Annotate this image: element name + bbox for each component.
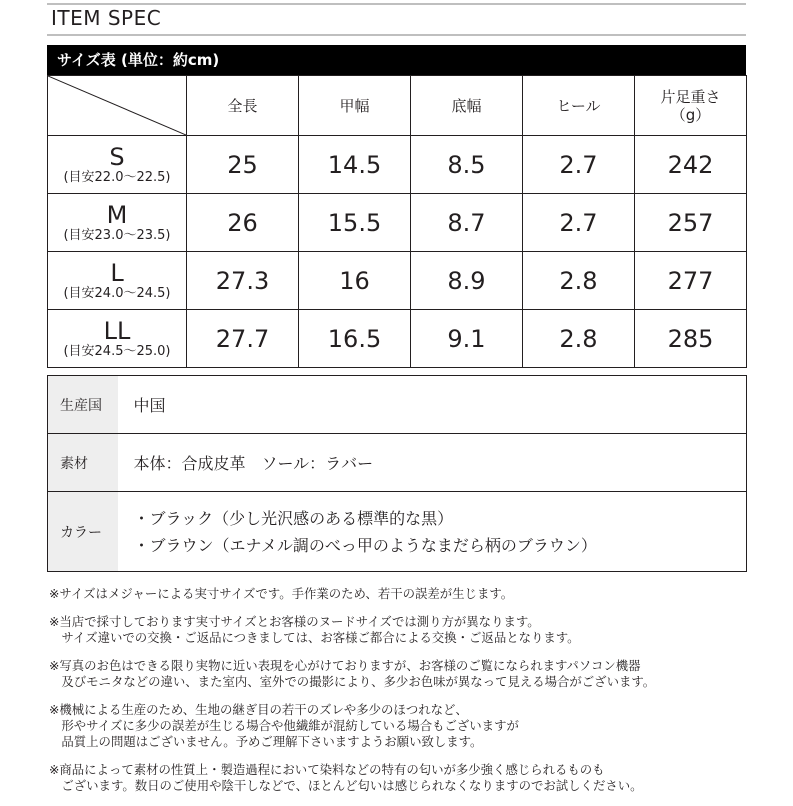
value-sole: 8.5 (411, 136, 523, 194)
origin-label: 生産国 (48, 376, 118, 434)
value-instep: 16 (299, 252, 411, 310)
color-values (118, 492, 747, 572)
header-weight-unit: （g） (670, 105, 711, 124)
size-cell (48, 194, 187, 252)
value-heel: 2.7 (523, 136, 635, 194)
top-rule (47, 3, 746, 5)
size-row-l (48, 252, 747, 310)
size-label: M (106, 200, 128, 229)
value-sole: 8.9 (411, 252, 523, 310)
size-guide: (目安24.0～24.5) (63, 285, 171, 301)
info-row-origin (48, 376, 747, 434)
size-label: L (110, 258, 124, 287)
color-option: ・ブラウン（エナメル調のべっ甲のようなまだら柄のブラウン） (133, 535, 597, 555)
header-weight-label: 片足重さ (660, 87, 721, 106)
info-row-material (48, 434, 747, 492)
value-weight: 277 (635, 252, 747, 310)
value-instep: 14.5 (299, 136, 411, 194)
value-sole: 8.7 (411, 194, 523, 252)
value-instep: 15.5 (299, 194, 411, 252)
note-line: ※商品によって素材の性質上・製造過程において染料などの特有の匂いが多少強く感じられるものも (49, 762, 605, 777)
material-value: 本体：合成皮革 ソール：ラバー (118, 434, 747, 492)
value-length: 25 (187, 136, 299, 194)
size-row-m (48, 194, 747, 252)
note-item (49, 762, 749, 794)
value-length: 27.7 (187, 310, 299, 368)
material-label: 素材 (48, 434, 118, 492)
value-length: 26 (187, 194, 299, 252)
value-heel: 2.7 (523, 194, 635, 252)
header-heel: ヒール (523, 76, 635, 136)
notes-section (49, 586, 749, 806)
size-label: LL (103, 316, 131, 345)
note-line: 及びモニタなどの違い、また室内、室外での撮影により、多少お色味が異なって見える場合がございます。 (49, 674, 656, 689)
size-guide: (目安24.5～25.0) (63, 343, 171, 359)
value-weight: 257 (635, 194, 747, 252)
note-line: 品質上の問題はございません。予めご理解下さいますようお願い致します。 (49, 734, 483, 749)
header-instep-width: 甲幅 (299, 76, 411, 136)
size-cell (48, 252, 187, 310)
origin-value: 中国 (118, 376, 747, 434)
product-info-table (47, 375, 747, 572)
info-row-color (48, 492, 747, 572)
size-row-s (48, 136, 747, 194)
bottom-rule (47, 34, 746, 36)
size-guide: (目安23.0～23.5) (63, 227, 171, 243)
note-line: ございます。数日のご使用や陰干しなどで、ほとんど匂いは感じられなくなりますのでお試しください。 (49, 778, 643, 793)
size-cell (48, 136, 187, 194)
value-sole: 9.1 (411, 310, 523, 368)
header-length: 全長 (187, 76, 299, 136)
note-line: ※機械による生産のため、生地の継ぎ目の若干のズレや多少のほつれなど、 (49, 702, 468, 717)
note-line: ※サイズはメジャーによる実寸サイズです。手作業のため、若干の誤差が生じます。 (49, 586, 514, 601)
size-table-caption: サイズ表 (単位：約cm) (47, 45, 746, 75)
value-length: 27.3 (187, 252, 299, 310)
note-item (49, 702, 749, 750)
size-row-ll (48, 310, 747, 368)
note-item (49, 614, 749, 646)
value-heel: 2.8 (523, 310, 635, 368)
note-line: ※写真のお色はできる限り実物に近い表現を心がけておりますが、お客様のご覧になられますパソコン機器 (49, 658, 641, 673)
note-item (49, 586, 749, 602)
value-weight: 242 (635, 136, 747, 194)
corner-diagonal-cell (48, 76, 187, 136)
size-table (47, 75, 747, 368)
value-instep: 16.5 (299, 310, 411, 368)
header-weight (635, 76, 747, 136)
note-item (49, 658, 749, 690)
note-line: ※当店で採寸しております実寸サイズとお客様のヌードサイズでは測り方が異なります。 (49, 614, 540, 629)
size-guide: (目安22.0～22.5) (63, 169, 171, 185)
size-cell (48, 310, 187, 368)
value-weight: 285 (635, 310, 747, 368)
color-option: ・ブラック（少し光沢感のある標準的な黒） (133, 508, 454, 528)
value-heel: 2.8 (523, 252, 635, 310)
note-line: サイズ違いでの交換・ご返品につきましては、お客様ご都合による交換・ご返品となります。 (49, 630, 580, 645)
size-label: S (109, 142, 125, 171)
section-title: ITEM SPEC (51, 6, 162, 30)
note-line: 形やサイズに多少の誤差が生じる場合や他繊維が混紡している場合もございますが (49, 718, 519, 733)
header-sole-width: 底幅 (411, 76, 523, 136)
size-table-header-row (48, 76, 747, 136)
color-label: カラー (48, 492, 118, 572)
